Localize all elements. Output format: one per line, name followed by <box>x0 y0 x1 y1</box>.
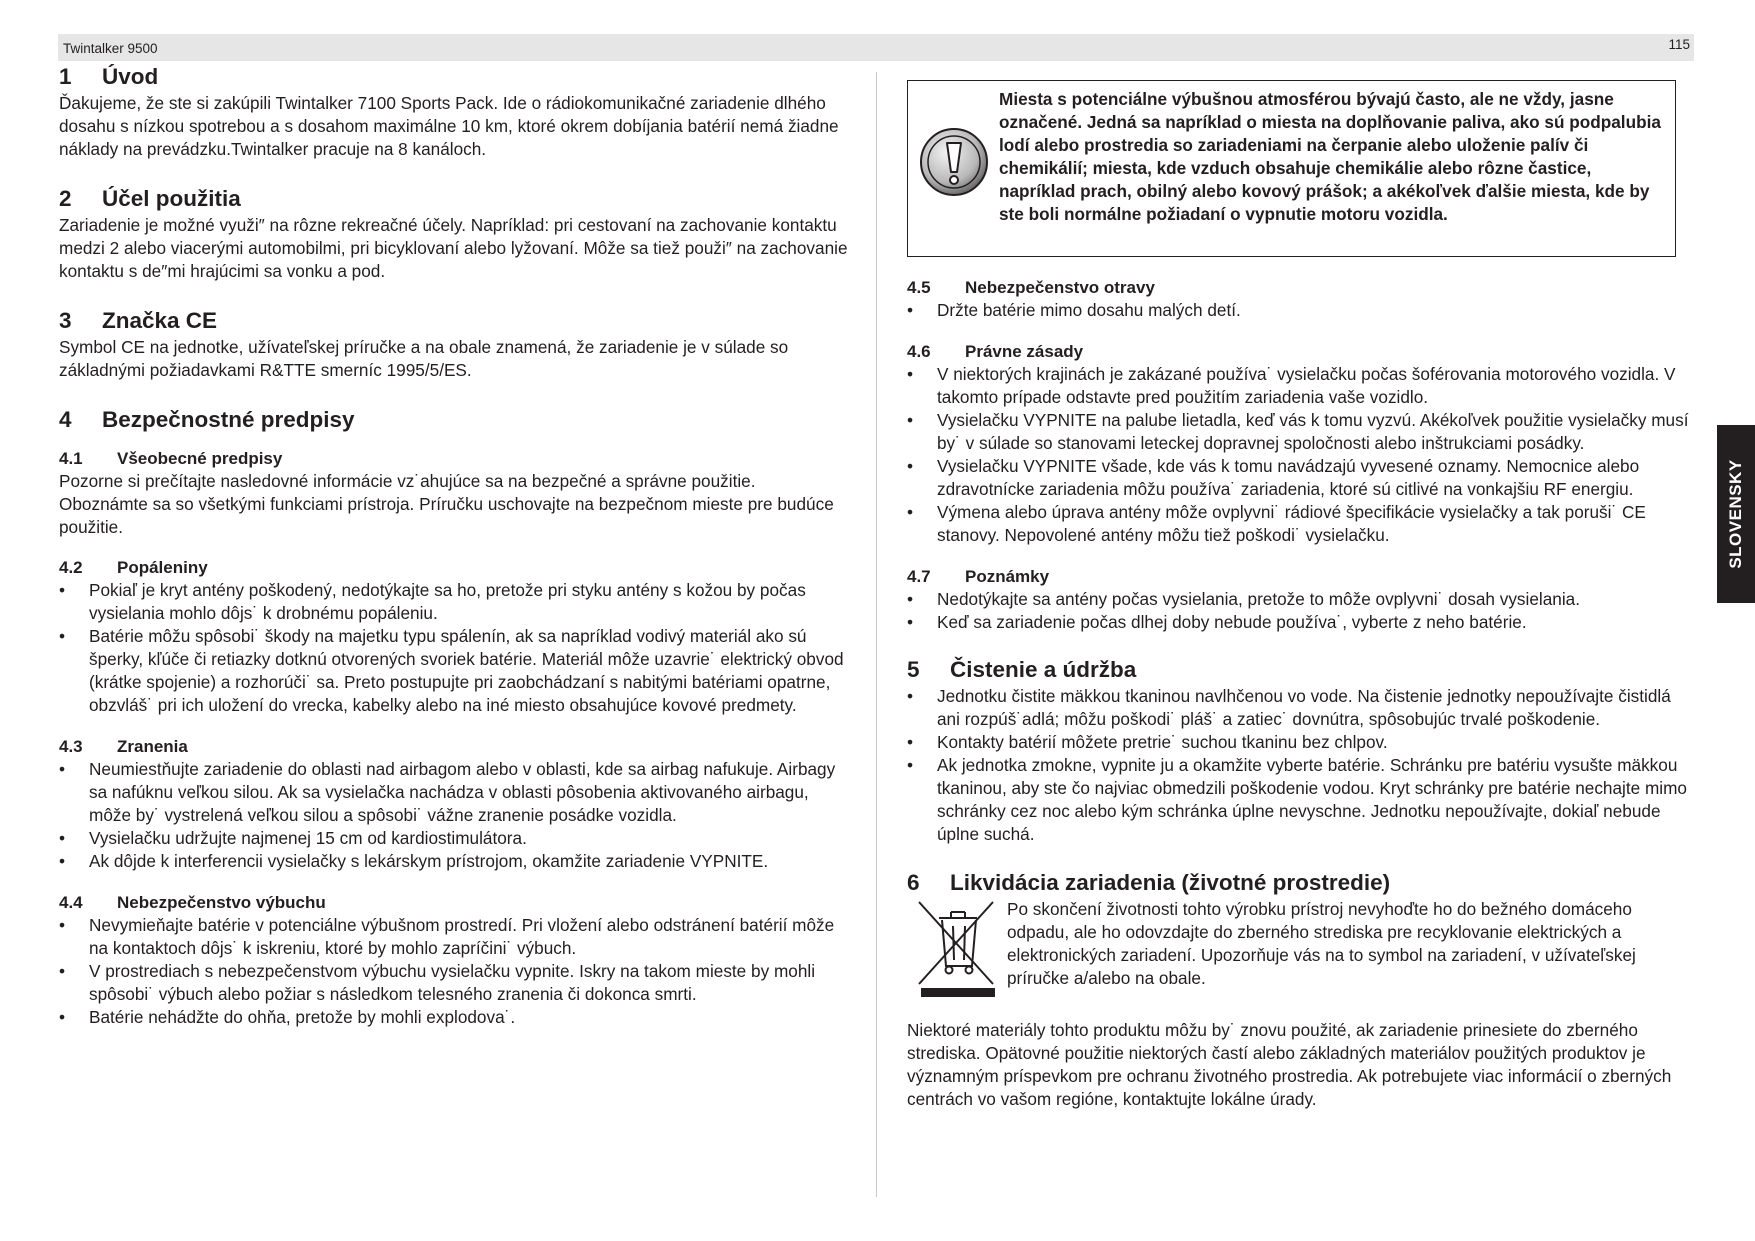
section-uvod <box>59 62 849 161</box>
list-item: • Keď sa zariadenie počas dlhej doby nebude používa˙, vyberte z neho batérie. <box>907 611 1697 634</box>
warning-text: Miesta s potenciálne výbušnou atmosférou bývajú často, ale ne vždy, jasne označené. Jedná sa napríklad o miesta na doplňovanie paliva, ako sú podpalubia lodí alebo prostredia so zariadeniami na čerpanie alebo uloženie palív či chemikálií; miesta, kde vzduch obsahuje chemikálie alebo rôzne častice, napríklad prach, obilný alebo kovový prášok; a akékoľvek ďalšie miesta, kde by ste boli normálne požiadaní o vypnutie motoru vozidla. <box>999 89 1661 224</box>
section-heading: 1 Úvod <box>59 64 159 89</box>
subsection-pravne-zasady <box>907 341 1697 547</box>
section-znacka-ce <box>59 306 849 382</box>
bullet-list <box>907 363 1697 547</box>
subsection-heading: 4.4 Nebezpečenstvo výbuchu <box>59 893 326 912</box>
warning-box <box>907 80 1676 257</box>
subsection-nebezpecenstvo-vybuchu <box>59 892 849 1029</box>
bullet-list <box>59 579 849 717</box>
list-item: • Jednotku čistite mäkkou tkaninou navlhčenou vo vode. Na čistenie jednotky nepoužívajte čistidlá ani rozpúš˙adlá; môžu poškodi˙ pláš˙ a zatiec˙ dovnútra, spôsobujúc trvalé poškodenie. <box>907 685 1697 731</box>
section-heading: 2 Účel použitia <box>59 186 241 211</box>
list-item: • Vysielačku VYPNITE všade, kde vás k tomu navádzajú vyvesené oznamy. Nemocnice alebo zdravotnícke zariadenia môžu používa˙ zariadenia, ktoré sú citlivé na vonkajšiu RF energiu. <box>907 455 1697 501</box>
subsection-heading: 4.6 Právne zásady <box>907 342 1084 361</box>
list-item: • Nedotýkajte sa antény počas vysielania, pretože to môže ovplyvni˙ dosah vysielania. <box>907 588 1697 611</box>
bullet-list <box>907 685 1697 846</box>
section-ucel-pouzitia <box>59 184 849 283</box>
list-item: • Batérie môžu spôsobi˙ škody na majetku typu spálenín, ak sa napríklad vodivý materiál ako sú šperky, kľúče či retiazky dotknú otvorených svoriek batérie. Materiál môže uzavrie˙ elektrický obvod (krátke spojenie) a rozhorúči˙ sa. Preto postupujte pri zaobchádzaní s nabitými batériami opatrne, obzvláš˙ pri ich uložení do vrecka, kabelky alebo na iné miesto obsahujúce kovové predmety. <box>59 625 849 717</box>
section-likvidacia-zariadenia <box>907 868 1697 1111</box>
list-item: • Nevymieňajte batérie v potenciálne výbušnom prostredí. Pri vložení alebo odstránení batérií môže na kontaktoch dôjs˙ k iskreniu, ktoré by mohlo zapríčini˙ výbuch. <box>59 914 849 960</box>
bullet-list <box>59 914 849 1029</box>
list-item: • Batérie nehádžte do ohňa, pretože by mohli explodova˙. <box>59 1006 849 1029</box>
subsection-popaleniny <box>59 557 849 717</box>
section-cistenie-a-udrzba <box>907 655 1697 846</box>
list-item: • Pokiaľ je kryt antény poškodený, nedotýkajte sa ho, pretože pri styku antény s kožou by počas vysielania mohlo dôjs˙ k drobnému popáleniu. <box>59 579 849 625</box>
bullet-list <box>907 588 1697 634</box>
right-column-flow <box>907 277 1697 1111</box>
list-item: • Vysielačku VYPNITE na palube lietadla, keď vás k tomu vyzvú. Akékoľvek použitie vysielačky musí by˙ v súlade so stanovami leteckej dopravnej spoločnosti alebo inštrukciami posádky. <box>907 409 1697 455</box>
list-item: • Neumiestňujte zariadenie do oblasti nad airbagom alebo v oblasti, kde sa airbag nafukuje. Airbagy sa nafúknu veľkou silou. Ak sa vysielačka nachádza v oblasti pôsobenia aktivovaného airbagu, môže by˙ vystrelená veľkou silou a spôsobi˙ vážne zranenie posádke vozidla. <box>59 758 849 827</box>
list-item: • Ak dôjde k interferencii vysielačky s lekárskym prístrojom, okamžite zariadenie VYPNITE. <box>59 850 849 873</box>
list-item: • V niektorých krajinách je zakázané používa˙ vysielačku počas šoférovania motorového vozidla. V takomto prípade odstavte pred použitím zariadenia vaše vozidlo. <box>907 363 1697 409</box>
page-header <box>58 34 1694 61</box>
section-heading: 6 Likvidácia zariadenia (životné prostredie) <box>907 870 1391 895</box>
product-name: Twintalker 9500 <box>63 41 158 56</box>
weee-block <box>907 898 1697 998</box>
subsection-nebezpecenstvo-otravy <box>907 277 1697 322</box>
section-text: Ďakujeme, že ste si zakúpili Twintalker 7100 Sports Pack. Ide o rádiokomunikačné zariadenie dlhého dosahu s nízkou spotrebou a s dosahom maximálne 10 km, ktoré okrem dobíjania batérií nemá žiadne náklady na prevádzku.Twintalker pracuje na 8 kanáloch. <box>59 93 839 159</box>
subsection-heading: 4.5 Nebezpečenstvo otravy <box>907 278 1155 297</box>
list-item: • Výmena alebo úprava antény môže ovplyvni˙ rádiové špecifikácie vysielačky a tak poruši˙ CE stanovy. Nepovolené antény môžu tiež poškodi˙ vysielačku. <box>907 501 1697 547</box>
list-item: • Vysielačku udržujte najmenej 15 cm od kardiostimulátora. <box>59 827 849 850</box>
left-column <box>59 62 849 1029</box>
section-text: Symbol CE na jednotke, užívateľskej príručke a na obale znamená, že zariadenie je v súlade so základnými požiadavkami R&TTE smerníc 1995/5/ES. <box>59 337 789 380</box>
subsection-heading: 4.1 Všeobecné predpisy <box>59 449 283 468</box>
recycling-text: Niektoré materiály tohto produktu môžu by˙ znovu použité, ak zariadenie prinesiete do zberného strediska. Opätovné použitie niektorých častí alebo základných materiálov použitých produktov je významným príspevkom pre ochranu životného prostredia. Ak potrebujete viac informácií o zberných centrách vo vašom regióne, kontaktujte lokálne úrady. <box>907 1020 1672 1109</box>
list-item: • V prostrediach s nebezpečenstvom výbuchu vysielačku vypnite. Iskry na takom mieste by mohli spôsobi˙ výbuch alebo požiar s následkom telesného zranenia či dokonca smrti. <box>59 960 849 1006</box>
bullet-list <box>59 758 849 873</box>
subsection-zranenia <box>59 736 849 873</box>
subsection-text: Pozorne si prečítajte nasledovné informácie vz˙ahujúce sa na bezpečné a správne použitie. Oboznámte sa so všetkými funkciami prístroja. Príručku uschovajte na bezpečnom mieste pre budúce použitie. <box>59 471 834 537</box>
language-tab-label: SLOVENSKY <box>1726 459 1745 569</box>
section-heading: 4 Bezpečnostné predpisy <box>59 407 355 432</box>
list-item: • Kontakty batérií môžete pretrie˙ suchou tkaninu bez chlpov. <box>907 731 1697 754</box>
section-bezpecnostne-predpisy <box>59 405 849 1029</box>
crossed-bin-icon <box>915 898 997 998</box>
bullet-list <box>907 299 1697 322</box>
section-heading: 5 Čistenie a údržba <box>907 657 1137 682</box>
subsection-poznamky <box>907 566 1697 634</box>
language-tab <box>1717 425 1755 603</box>
subsection-heading: 4.7 Poznámky <box>907 567 1050 586</box>
subsection-heading: 4.2 Popáleniny <box>59 558 208 577</box>
disposal-text: Po skončení životnosti tohto výrobku prístroj nevyhoďte ho do bežného domáceho odpadu, ale ho odovzdajte do zberného strediska pre recyklovanie elektrických a elektronických zariadení. Upozorňuje vás na to symbol na zariadení, v užívateľskej príručke a/alebo na obale. <box>1007 899 1636 988</box>
column-divider <box>876 72 877 1197</box>
page-number: 115 <box>1668 37 1690 52</box>
section-text: Zariadenie je možné využi″ na rôzne rekreačné účely. Napríklad: pri cestovaní na zachovanie kontaktu medzi 2 alebo viacerými automobilmi, pri bicyklovaní alebo lyžovaní. Môže sa tiež použi″ na zachovanie kontaktu s de″mi hrajúcimi sa vonku a pod. <box>59 215 848 281</box>
warning-icon <box>919 127 989 197</box>
list-item: • Držte batérie mimo dosahu malých detí. <box>907 299 1697 322</box>
subsection-heading: 4.3 Zranenia <box>59 737 188 756</box>
list-item: • Ak jednotka zmokne, vypnite ju a okamžite vyberte batérie. Schránku pre batériu vysušte mäkkou tkaninou, aby ste čo najviac obmedzili poškodenie vodou. Kryt schránky pre batérie nechajte mimo schránky cez noc alebo kým schránka úplne nevyschne. Jednotku nepoužívajte, dokiaľ nebude úplne suchá. <box>907 754 1697 846</box>
subsection-vseobecne-predpisy <box>59 448 849 539</box>
section-heading: 3 Značka CE <box>59 308 218 333</box>
